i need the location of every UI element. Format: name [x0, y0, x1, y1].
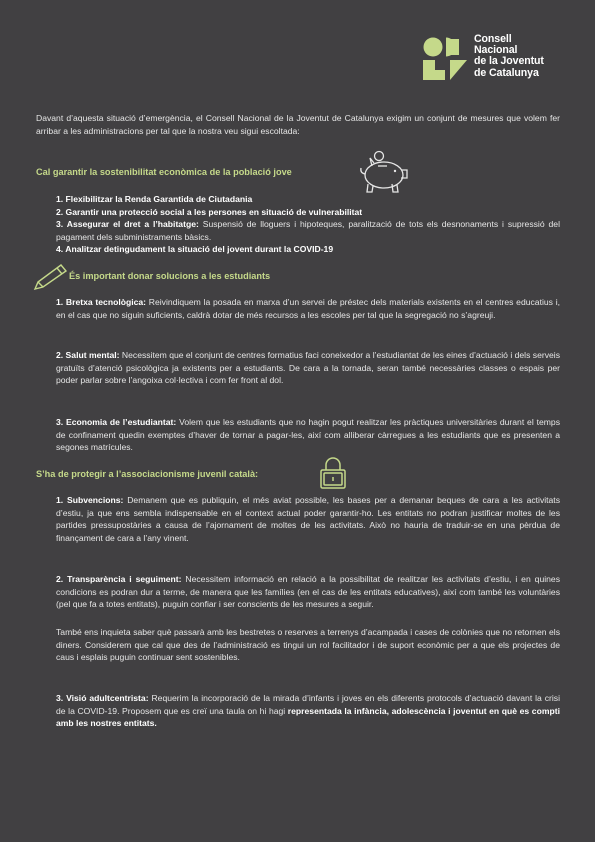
item-label: 3. Economia de l’estudiantat: — [56, 417, 177, 427]
section1-heading: Cal garantir la sostenibilitat econòmica de la població jove — [36, 167, 292, 177]
section3-item2 — [56, 573, 560, 611]
section2-heading: És important donar solucions a les estudiants — [69, 271, 271, 281]
list-item — [56, 206, 560, 219]
item-label: 2. Garantir una protecció social a les persones en situació de vulnerabilitat — [56, 206, 363, 217]
logo-wordmark — [474, 34, 574, 79]
item-text: Suspensió de lloguers i hipoteques, paralització de tots els desnonaments i supressió del pagament dels subministraments bàsics. — [56, 219, 560, 242]
piggy-bank-icon — [358, 150, 414, 196]
list-item — [56, 243, 560, 256]
item-text: Reivindiquem la posada en marxa d’un servei de préstec dels materials existents en el centres educatius i, en el cas que no siguin suficients, caldrà dotar de més recursos a les escoles per tal que la segregació no s’agreuji. — [56, 297, 560, 320]
item-text: Necessitem que el conjunt de centres formatius faci coneixedor a l’estudiantat de les eines d’actuació i dels serveis gratuïts d’atenció psicològica ja existents per a estudiants. De cara a la tornada, seran també necessàries classes o espais per poder parlar sobre l’angoixa col·lectiva i com fer front al dol. — [56, 350, 560, 386]
item-label: 3. Assegurar el dret a l’habitatge: — [56, 219, 199, 230]
item-label: 3. Visió adultcentrista: — [56, 693, 149, 703]
item-bold-text: representada la infància, adolescència i joventut en què es compti amb les nostres entitats. — [56, 705, 560, 729]
item-label: 2. Salut mental: — [56, 350, 120, 360]
section1-list — [56, 193, 560, 256]
section3-item1 — [56, 494, 560, 544]
section3-heading: S’ha de protegir a l’associacionisme juvenil català: — [36, 469, 259, 479]
item-text: Requerim la incorporació de la mirada d’infants i joves en els diferents protocols d’actuació davant la crisi de la COVID-19. Proposem que es creï una taula on hi hagi — [56, 693, 560, 716]
list-item — [56, 193, 560, 206]
item-text: Demanem que es publiquin, el més aviat possible, les bases per a demanar beques de cara a les activitats d’estiu, ja que ens sembla indispensable en el context actual poder garantir-ho. Les entitats no podran justificar moltes de les partides pressupostàries a causa de l’ajornament de moltes de les activitats. Això no hauria de traduir-se en una pèrdua de finançament de cara a l’any vinent. — [56, 495, 560, 543]
logo-line: de la Joventut — [474, 55, 544, 68]
item-label: 2. Transparència i seguiment: — [56, 574, 182, 584]
intro-paragraph: Davant d’aquesta situació d’emergència, el Consell Nacional de la Joventut de Catalunya exigim un conjunt de mesures que volem fer arribar a les administracions per tal que la nostra veu sigui escoltada: — [36, 113, 560, 136]
item-label: 1. Flexibilitzar la Renda Garantida de Ciutadania — [56, 194, 253, 204]
section2-item2 — [56, 349, 560, 387]
item-label: 4. Analitzar detingudament la situació del jovent durant la COVID-19 — [56, 244, 334, 255]
section2-item1 — [56, 296, 560, 321]
logo-line: de Catalunya — [474, 66, 539, 79]
cnjc-logo-mark-icon — [420, 36, 470, 82]
section2-item3 — [56, 416, 560, 454]
padlock-icon — [318, 456, 348, 490]
logo-line: Nacional — [474, 44, 518, 57]
logo-line: Consell — [474, 33, 512, 45]
cnjc-logo — [420, 34, 570, 84]
section3-item3 — [56, 692, 560, 730]
item-text: Necessitem informació en relació a la possibilitat de realitzar les activitats d’estiu, i en quines condicions es podran dur a terme, de manera que les famílies (en el cas de les entitats educatives), així com també les voluntàries (pel que fa a totes entitats), puguin confiar i ser conscients de les mesures a seguir. — [56, 574, 560, 610]
pencil-icon — [32, 262, 70, 292]
section3-item2-continued: També ens inquieta saber què passarà amb les bestretes o reserves a terrenys d’acampada i cases de colònies que no retornen els diners. Considerem que cal que des de l’administració es tingui un rol facilitador i de suport econòmic per a que els projectes de caus i esplais puguin continuar sent sostenibles. — [56, 627, 560, 663]
list-item — [56, 218, 560, 243]
item-label: 1. Subvencions: — [56, 495, 124, 505]
item-text: Volem que les estudiants que no hagin pogut realitzar les pràctiques universitàries durant el temps de confinament quedin exemptes d’haver de tornar a pagar-les, així com alliberar càrregues a les estudiants que es presenten a segones matrícules. — [56, 417, 560, 453]
item-label: 1. Bretxa tecnològica: — [56, 297, 147, 307]
